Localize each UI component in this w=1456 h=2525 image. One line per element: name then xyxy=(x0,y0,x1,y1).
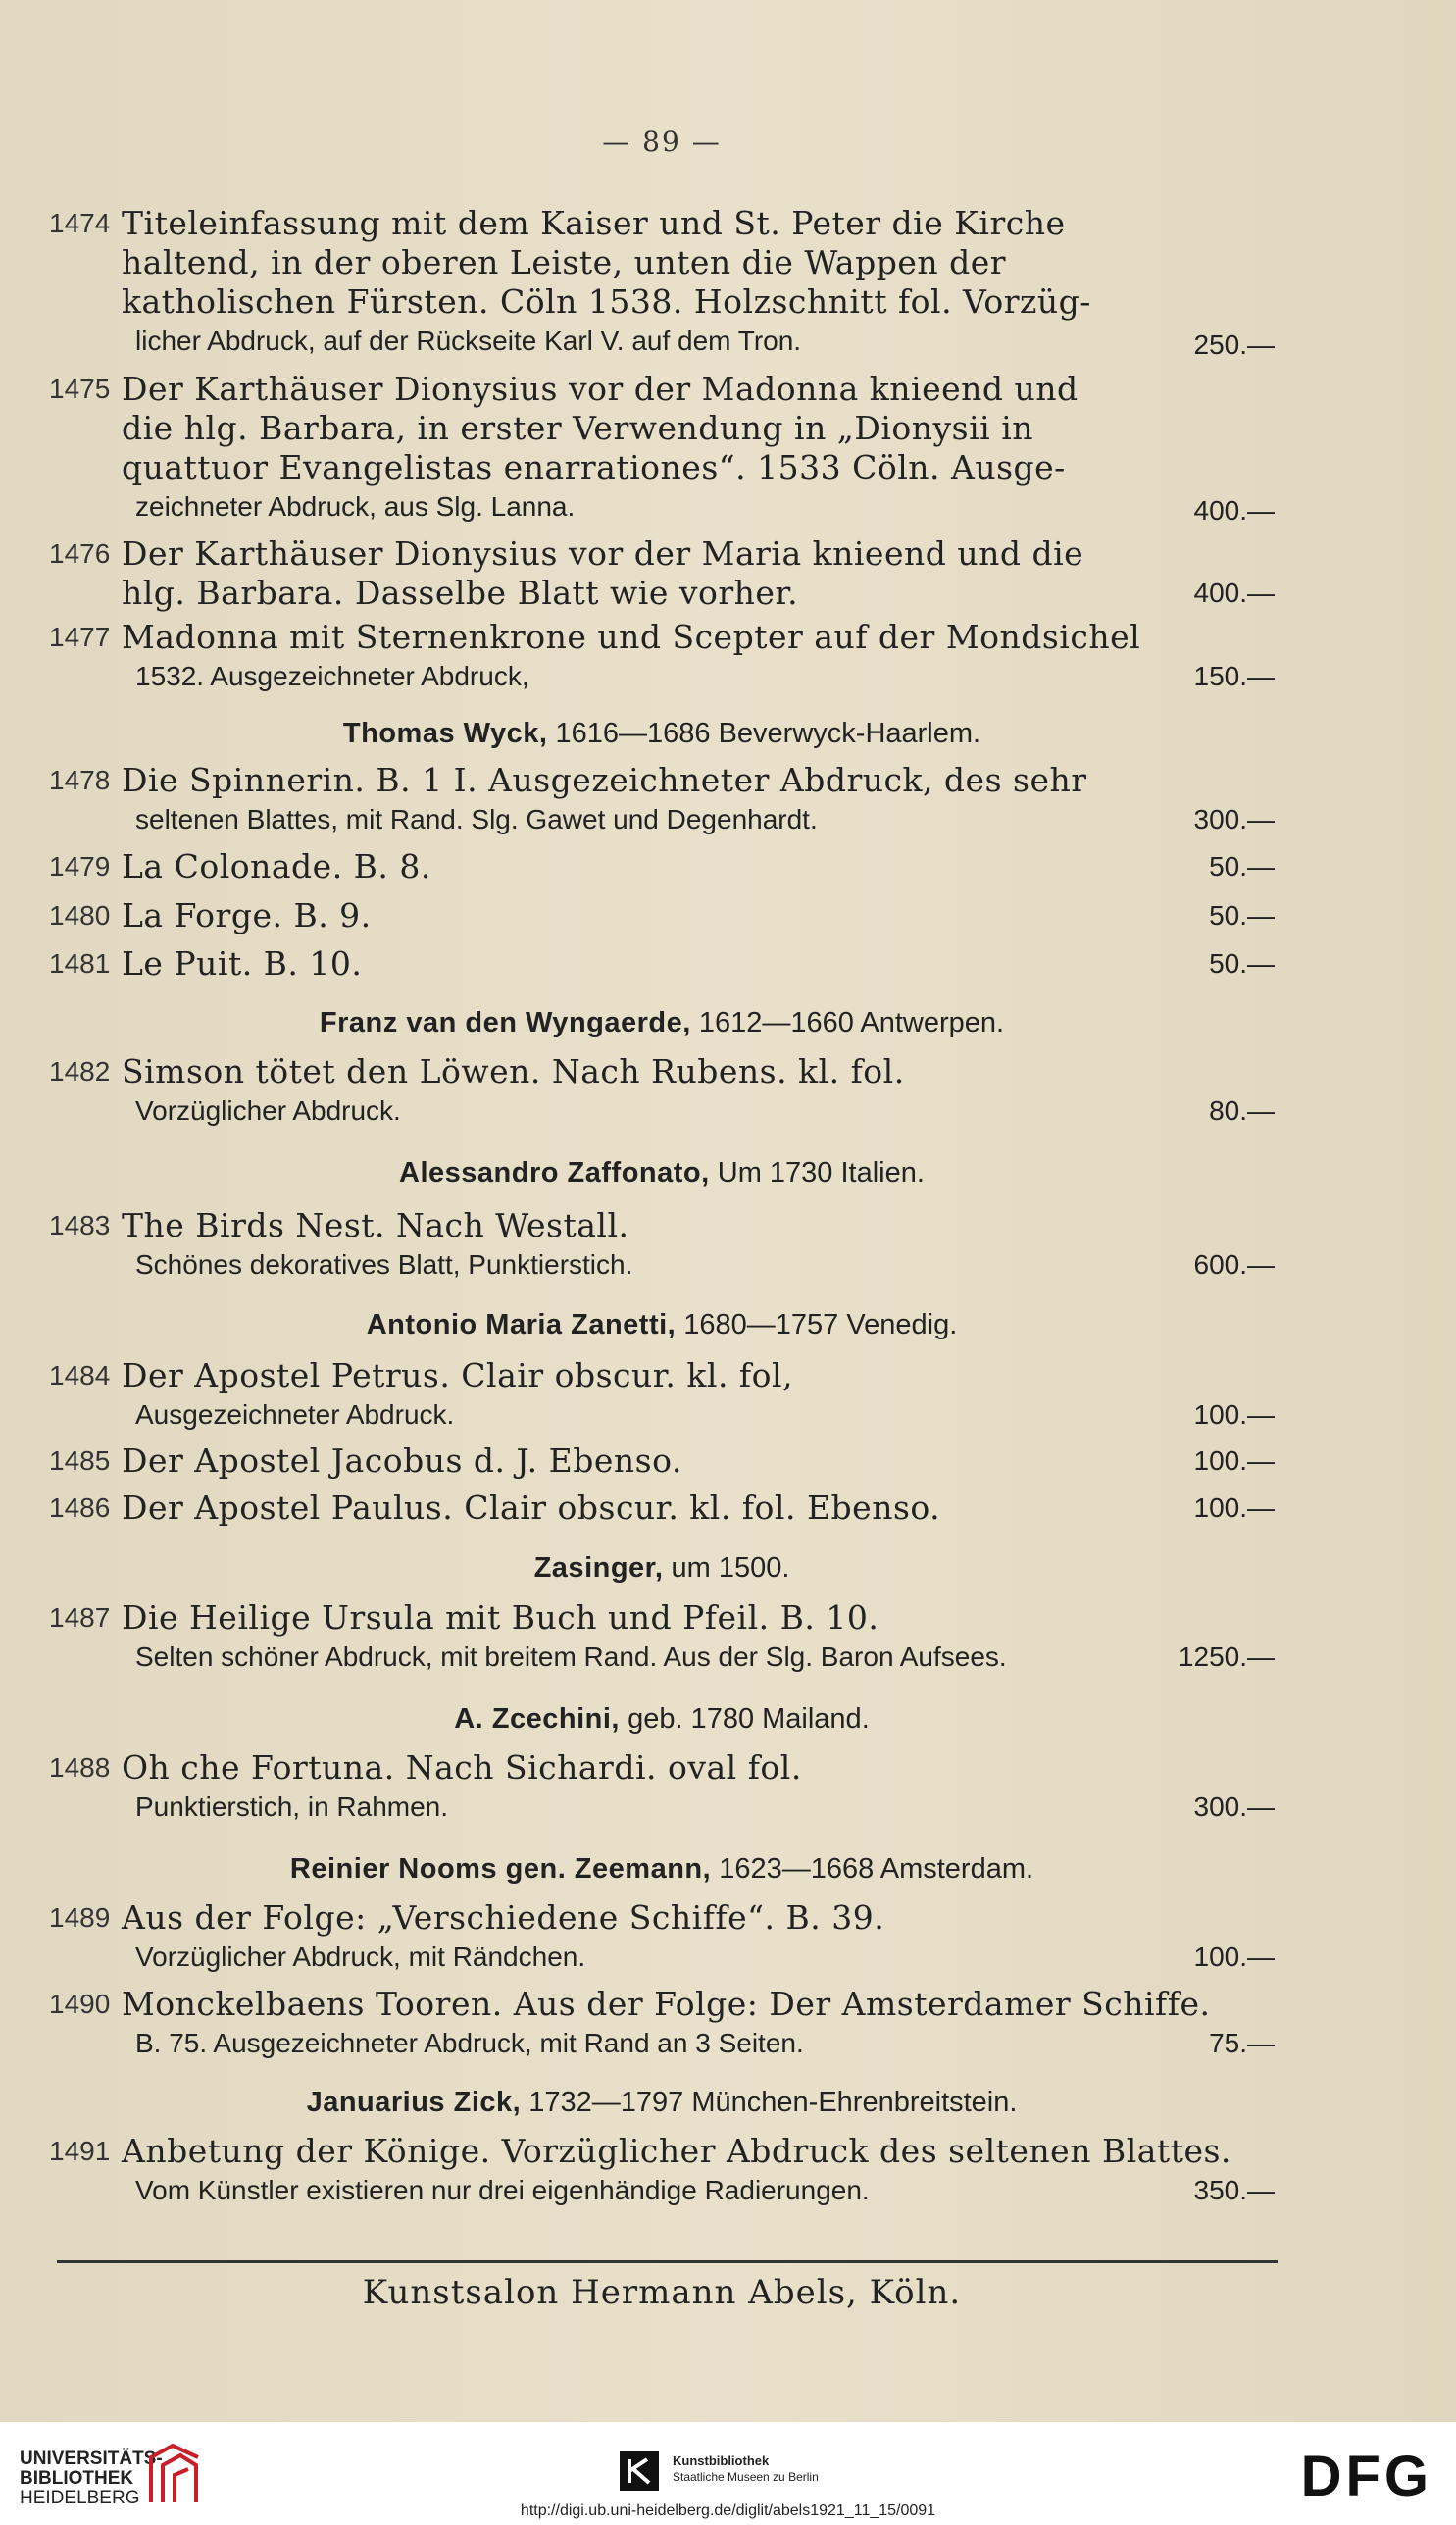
entry-text xyxy=(122,370,1151,527)
entry-text xyxy=(122,1052,1151,1131)
entry-price: 100.— xyxy=(1193,1942,1275,1972)
entry-line: Schönes dekoratives Blatt, Punktierstich. xyxy=(135,1249,633,1280)
entry-number: 1482 xyxy=(49,1056,111,1086)
entry-price: 50.— xyxy=(1209,900,1275,931)
entry-price: 600.— xyxy=(1193,1249,1275,1280)
artist-heading xyxy=(0,1552,1324,1585)
artist-info: 1616—1686 Beverwyck-Haarlem. xyxy=(555,718,981,749)
entry-number: 1479 xyxy=(49,851,111,882)
entry-text xyxy=(122,944,1151,984)
entry-price: 300.— xyxy=(1193,804,1275,834)
entry-text xyxy=(122,1441,1151,1481)
logo-line: BIBLIOTHEK xyxy=(20,2468,134,2489)
entry-line: Der Karthäuser Dionysius vor der Maria knieend und die xyxy=(122,534,1084,573)
digitization-bar xyxy=(0,2422,1456,2525)
entry-number: 1489 xyxy=(49,1902,111,1933)
entry-line: haltend, in der oberen Leiste, unten die Wappen der xyxy=(122,243,1007,281)
entry-line: Oh che Fortuna. Nach Sichardi. oval fol. xyxy=(122,1748,802,1787)
permalink-url[interactable]: http://digi.ub.uni-heidelberg.de/diglit/abels1921_11_15/0091 xyxy=(520,2502,936,2519)
entry-line: Punktierstich, in Rahmen. xyxy=(135,1792,449,1822)
entry-text xyxy=(122,1206,1151,1285)
entry-number: 1485 xyxy=(49,1445,111,1476)
page-number: — 89 — xyxy=(602,126,722,158)
entry-line: La Colonade. B. 8. xyxy=(122,847,431,885)
entry-text xyxy=(122,1598,1151,1677)
entry-text xyxy=(122,896,1151,935)
entry-line: Vorzüglicher Abdruck. xyxy=(135,1095,401,1126)
entry-number: 1476 xyxy=(49,538,111,569)
artist-info: um 1500. xyxy=(671,1552,790,1584)
artist-name: Januarius Zick, xyxy=(306,2087,522,2118)
entry-line: Le Puit. B. 10. xyxy=(122,944,363,983)
entry-line: La Forge. B. 9. xyxy=(122,896,372,934)
entry-line: die hlg. Barbara, in erster Verwendung in „Dionysii in xyxy=(122,409,1034,447)
entry-number: 1477 xyxy=(49,622,111,652)
entry-text xyxy=(122,1898,1151,1977)
entry-line: Vom Künstler existieren nur drei eigenhändige Radierungen. xyxy=(135,2175,870,2205)
artist-name: A. Zcechini, xyxy=(454,1703,620,1735)
entry-text xyxy=(122,761,1151,839)
entry-text xyxy=(122,204,1151,361)
artist-info: Um 1730 Italien. xyxy=(717,1157,925,1188)
entry-number: 1490 xyxy=(49,1989,111,2019)
artist-name: Alessandro Zaffonato, xyxy=(399,1157,710,1188)
entry-line: Der Karthäuser Dionysius vor der Madonna knieend und xyxy=(122,370,1079,408)
entry-text xyxy=(122,1356,1151,1435)
entry-number: 1480 xyxy=(49,900,111,931)
kunstbibliothek-text xyxy=(673,2453,819,2485)
entry-number: 1481 xyxy=(49,948,111,979)
artist-heading xyxy=(0,1703,1324,1736)
entry-number: 1486 xyxy=(49,1492,111,1523)
entry-line: 1532. Ausgezeichneter Abdruck, xyxy=(135,661,529,691)
kunstbibliothek-name: Kunstbibliothek xyxy=(673,2453,770,2468)
entry-text xyxy=(122,1489,1151,1528)
entry-line: seltenen Blattes, mit Rand. Slg. Gawet und Degenhardt. xyxy=(135,804,818,834)
footer-publisher: Kunstsalon Hermann Abels, Köln. xyxy=(362,2273,962,2312)
entry-price: 75.— xyxy=(1209,2028,1275,2058)
kunstbibliothek-sub: Staatliche Museen zu Berlin xyxy=(673,2470,819,2484)
entry-line: Aus der Folge: „Verschiedene Schiffe“. B. 39. xyxy=(122,1898,885,1937)
entry-text xyxy=(122,618,1151,696)
entry-number: 1483 xyxy=(49,1210,111,1240)
entry-line: Der Apostel Petrus. Clair obscur. kl. fol, xyxy=(122,1356,794,1394)
entry-price: 400.— xyxy=(1193,495,1275,526)
dfg-logo[interactable]: DFG xyxy=(1300,2445,1432,2508)
entry-number: 1475 xyxy=(49,374,111,404)
artist-info: geb. 1780 Mailand. xyxy=(628,1703,870,1735)
footer-rule xyxy=(57,2260,1278,2263)
artist-name: Franz van den Wyngaerde, xyxy=(319,1007,691,1038)
entry-price: 350.— xyxy=(1193,2175,1275,2205)
entry-number: 1491 xyxy=(49,2136,111,2166)
entry-price: 1250.— xyxy=(1178,1641,1275,1672)
entry-text xyxy=(122,847,1151,886)
entry-line: hlg. Barbara. Dasselbe Blatt wie vorher. xyxy=(122,574,799,612)
entry-line: Ausgezeichneter Abdruck. xyxy=(135,1399,455,1430)
ub-heidelberg-mark-icon xyxy=(147,2442,204,2506)
entry-line: Anbetung der Könige. Vorzüglicher Abdruck des seltenen Blattes. xyxy=(122,2132,1231,2170)
entry-number: 1487 xyxy=(49,1602,111,1633)
artist-info: 1623—1668 Amsterdam. xyxy=(719,1853,1034,1885)
entry-price: 300.— xyxy=(1193,1792,1275,1822)
entry-line: zeichneter Abdruck, aus Slg. Lanna. xyxy=(135,491,576,522)
ub-heidelberg-logo[interactable] xyxy=(20,2449,163,2508)
entry-line: The Birds Nest. Nach Westall. xyxy=(122,1206,629,1244)
artist-name: Reinier Nooms gen. Zeemann, xyxy=(289,1853,712,1885)
entry-price: 400.— xyxy=(1193,578,1275,608)
entry-line: Die Spinnerin. B. 1 I. Ausgezeichneter Abdruck, des sehr xyxy=(122,761,1087,799)
kunstbibliothek-logo-icon xyxy=(620,2451,659,2491)
logo-line: HEIDELBERG xyxy=(20,2488,140,2508)
entry-number: 1488 xyxy=(49,1752,111,1783)
artist-name: Thomas Wyck, xyxy=(342,718,548,749)
artist-name: Zasinger, xyxy=(533,1552,664,1584)
entry-price: 150.— xyxy=(1193,661,1275,691)
entry-text xyxy=(122,534,1151,613)
artist-name: Antonio Maria Zanetti, xyxy=(366,1309,677,1340)
entry-number: 1484 xyxy=(49,1360,111,1390)
entry-line: quattuor Evangelistas enarrationes“. 1533 Cöln. Ausge- xyxy=(122,448,1066,486)
entry-line: Madonna mit Sternenkrone und Scepter auf der Mondsichel xyxy=(122,618,1141,656)
artist-heading xyxy=(0,1309,1324,1341)
entry-price: 80.— xyxy=(1209,1095,1275,1126)
entry-line: B. 75. Ausgezeichneter Abdruck, mit Rand an 3 Seiten. xyxy=(135,2028,804,2058)
entry-line: licher Abdruck, auf der Rückseite Karl V. auf dem Tron. xyxy=(135,326,802,356)
entry-text xyxy=(122,2132,1231,2210)
artist-heading xyxy=(0,718,1324,750)
entry-price: 100.— xyxy=(1193,1399,1275,1430)
entry-line: Selten schöner Abdruck, mit breitem Rand. Aus der Slg. Baron Aufsees. xyxy=(135,1641,1007,1672)
artist-heading xyxy=(0,2087,1324,2119)
entry-text xyxy=(122,1748,1151,1827)
artist-heading xyxy=(0,1007,1324,1039)
entry-line: Die Heilige Ursula mit Buch und Pfeil. B. 10. xyxy=(122,1598,879,1637)
entry-line: Simson tötet den Löwen. Nach Rubens. kl. fol. xyxy=(122,1052,905,1090)
artist-heading xyxy=(0,1853,1324,1886)
entry-line: katholischen Fürsten. Cöln 1538. Holzschnitt fol. Vorzüg- xyxy=(122,282,1091,321)
artist-info: 1680—1757 Venedig. xyxy=(683,1309,958,1340)
entry-text xyxy=(122,1985,1211,2063)
artist-heading xyxy=(0,1157,1324,1189)
entry-number: 1474 xyxy=(49,208,111,238)
entry-line: Monckelbaens Tooren. Aus der Folge: Der Amsterdamer Schiffe. xyxy=(122,1985,1211,2023)
logo-line: UNIVERSITÄTS- xyxy=(20,2449,163,2469)
artist-info: 1732—1797 München-Ehrenbreitstein. xyxy=(528,2087,1018,2118)
entry-price: 50.— xyxy=(1209,948,1275,979)
artist-info: 1612—1660 Antwerpen. xyxy=(698,1007,1005,1038)
entry-number: 1478 xyxy=(49,765,111,795)
entry-price: 50.— xyxy=(1209,851,1275,882)
entry-line: Titeleinfassung mit dem Kaiser und St. Peter die Kirche xyxy=(122,204,1066,242)
entry-line: Der Apostel Jacobus d. J. Ebenso. xyxy=(122,1441,682,1480)
entry-price: 100.— xyxy=(1193,1492,1275,1523)
entry-price: 100.— xyxy=(1193,1445,1275,1476)
entry-line: Vorzüglicher Abdruck, mit Rändchen. xyxy=(135,1942,586,1972)
entry-line: Der Apostel Paulus. Clair obscur. kl. fol. Ebenso. xyxy=(122,1489,941,1527)
entry-price: 250.— xyxy=(1193,329,1275,360)
